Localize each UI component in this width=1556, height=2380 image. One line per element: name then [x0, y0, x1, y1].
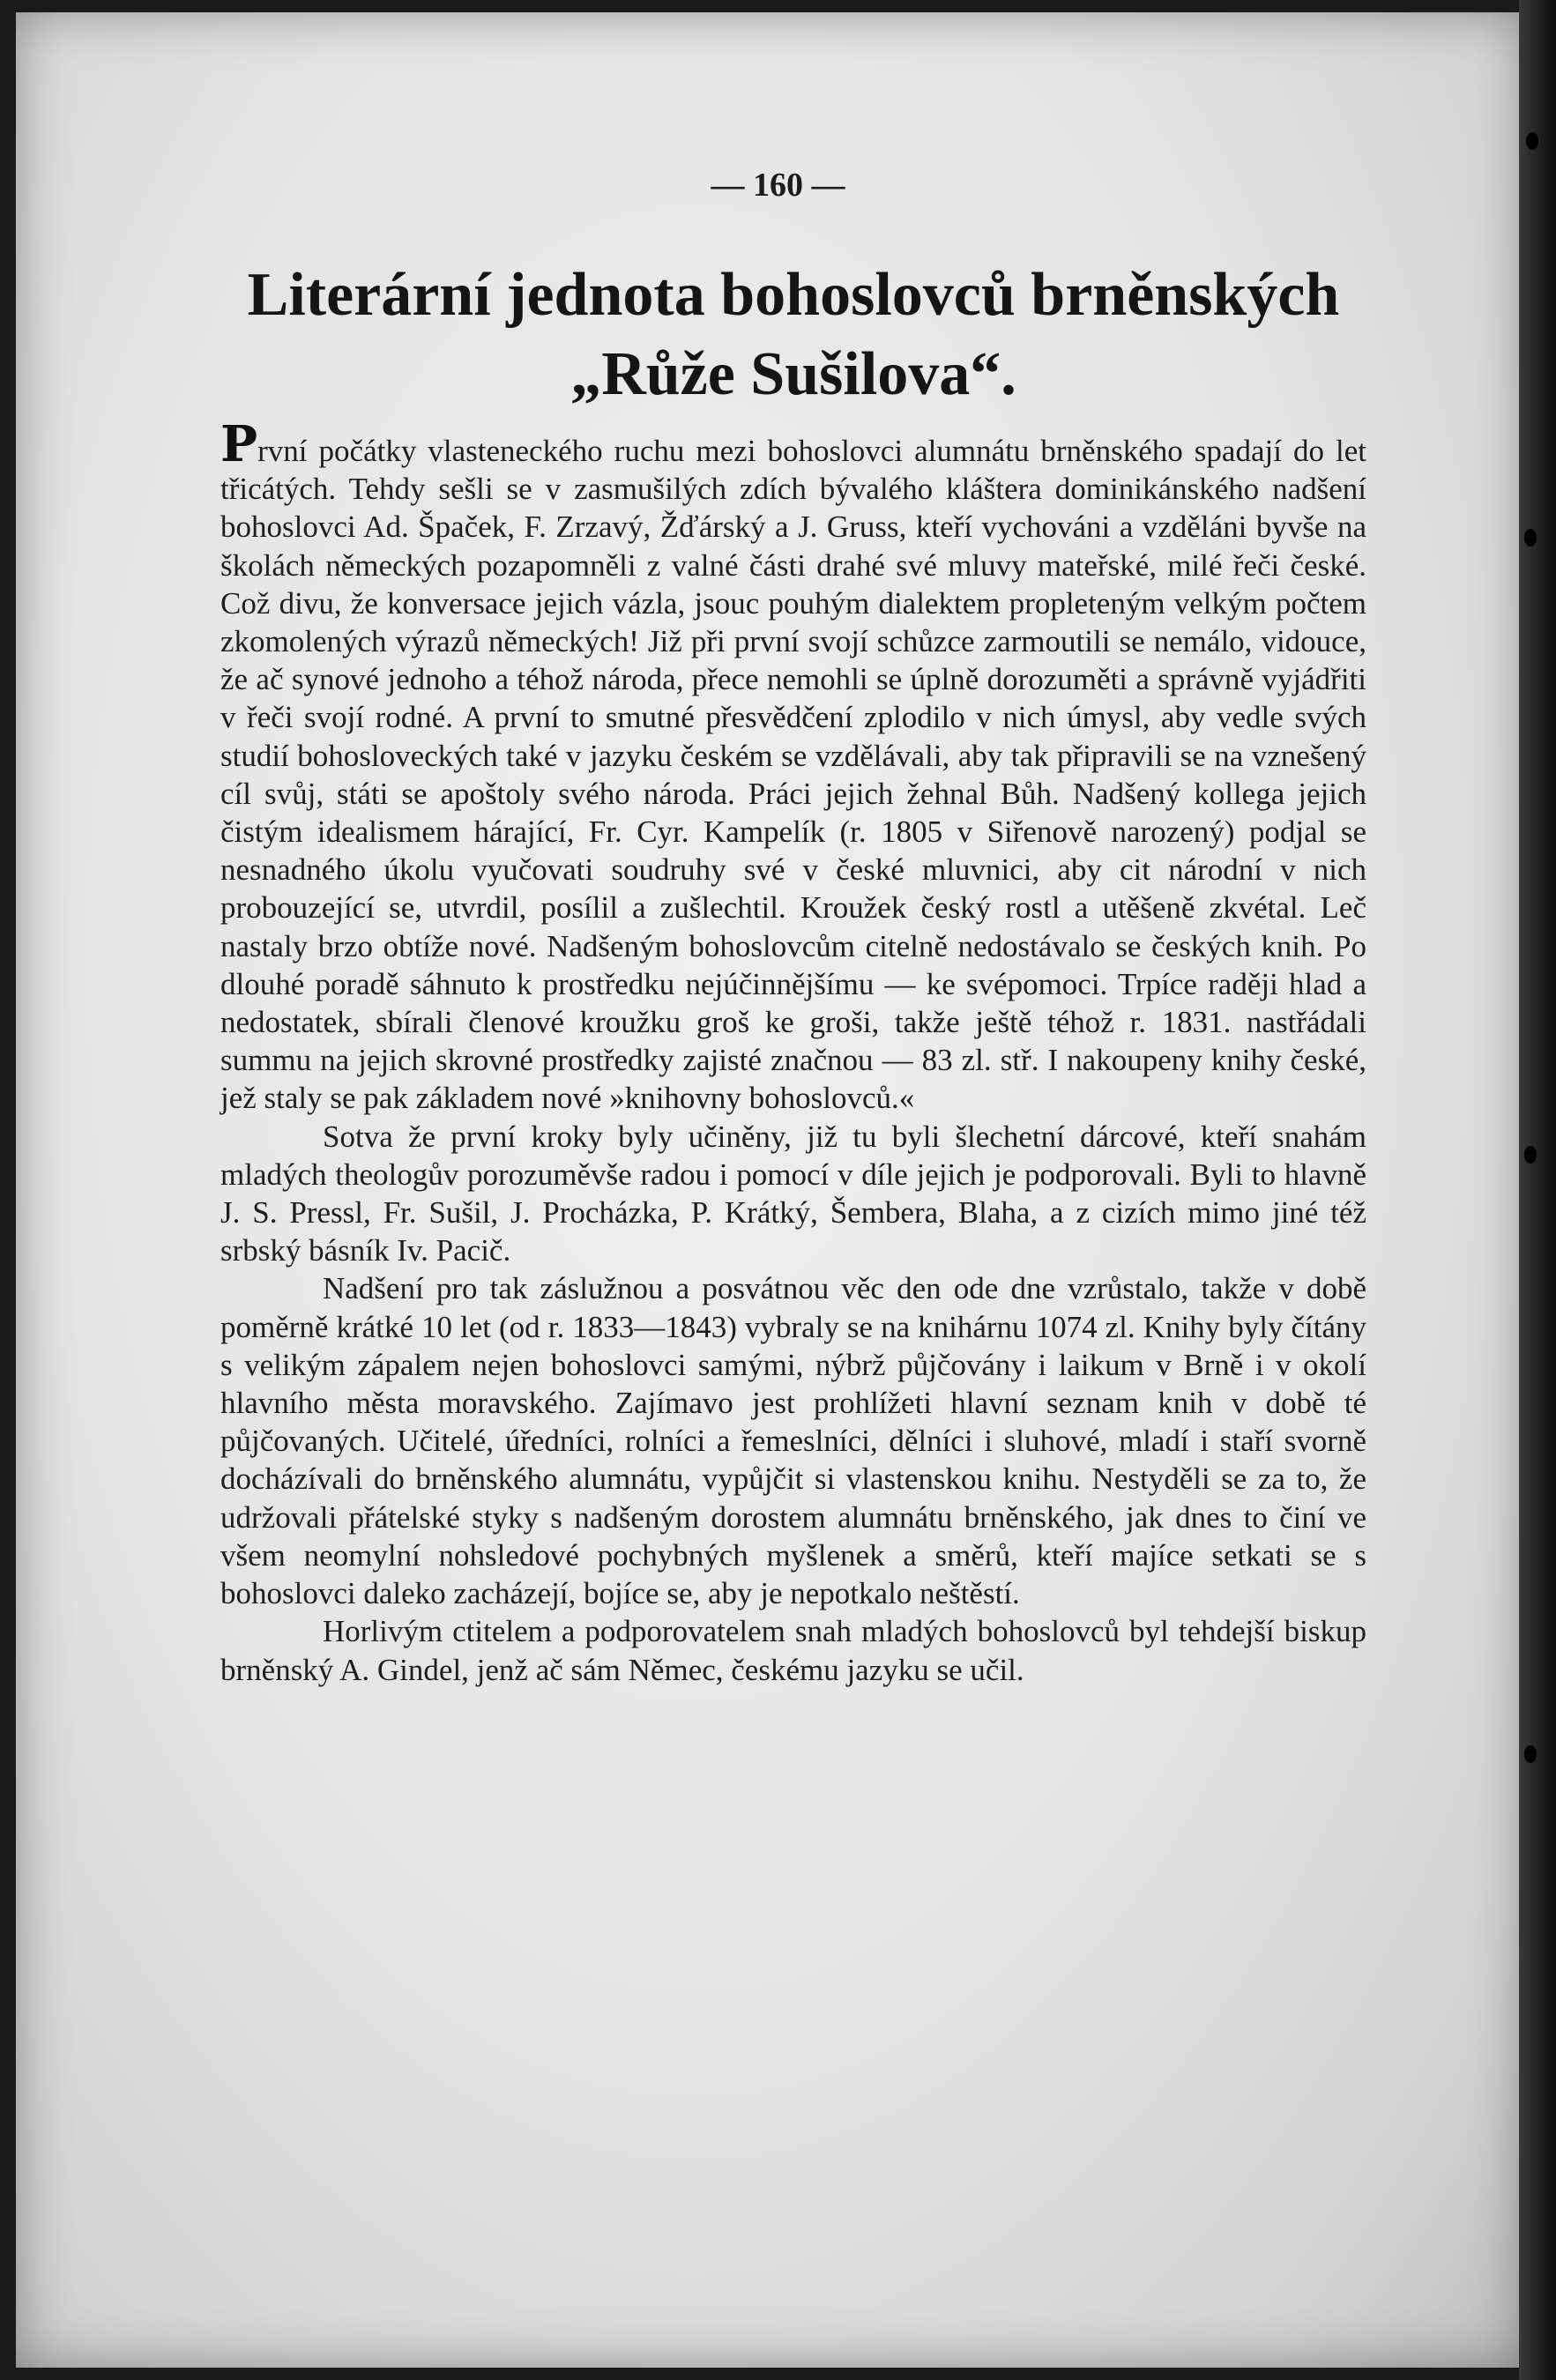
book-edge-shadow [1519, 0, 1556, 2380]
paragraph-1-text: rvní počátky vlasteneckého ruchu mezi bohoslovci alumnátu brněnského spadají do let třicátých. Tehdy sešli se v zasmušilých zdích bývalého kláštera dominikánského nadšení bohoslovci Ad. Špaček, F. Zrzavý, Žďárský a J. Gruss, kteří vychováni a vzděláni byvše na školách německých pozapomněli z valné části drahé své mluvy mateřské, milé řeči české. Což divu, že konversace jejich vázla, jsouc pouhým dialektem propleteným velkým počtem zkomolených výrazů německých! Již při první svojí schůzce zarmoutili se nemálo, vidouce, že ač synové jednoho a téhož národa, přece nemohli se úplně dorozuměti a správně vyjádřiti v řeči svojí rodné. A první to smutné přesvědčení zplodilo v nich úmysl, aby vedle svých studií bohosloveckých také v jazyku českém se vzdělávali, aby tak připravili se na vznešený cíl svůj, státi se apoštoly svého národa. Práci jejich žehnal Bůh. Nadšený kollega jejich čistým idealismem hárající, Fr. Cyr. Kampelík (r. 1805 v Siřenově narozený) podjal se nesnadného úkolu vyučovati soudruhy své v české mluvnici, aby cit národní v nich probouzející se, utvrdil, posílil a zušlechtil. Kroužek český rostl a utěšeně zkvétal. Leč nastaly brzo obtíže nové. Nadšeným bohoslovcům citelně nedostávalo se českých knih. Po dlouhé poradě sáhnuto k prostředku nejúčinnějšímu — ke svépomoci. Trpíce raději hlad a nedostatek, sbírali členové kroužku groš ke groši, takže ještě téhož r. 1831. nastřádali summu na jejich skrovné prostředky zajisté značnou — 83 zl. stř. I nakoupeny knihy české, jež staly se pak základem nové »knihovny bohoslovců.« [220, 434, 1366, 1116]
title-line-1: Literární jednota bohoslovců brněnských [247, 261, 1340, 329]
edge-mark [1524, 1146, 1537, 1164]
paragraph-3: Nadšení pro tak záslužnou a posvátnou věc den ode dne vzrůstalo, takže v době poměrně krátké 10 let (od r. 1833—1843) vybraly se na knihárnu 1074 zl. Knihy byly čítány s velikým zápalem nejen bohoslovci samými, nýbrž půjčovány i laikum v Brně i v okolí hlavního města moravského. Zajímavo jest prohlížeti hlavní seznam knih v době té půjčovaných. Učitelé, úředníci, rolníci a řemeslníci, dělníci i sluhové, mladí i staří svorně docházívali do brněnského alumnátu, vypůjčit si vlastenskou knihu. Nestyděli se za to, že udržovali přátelské styky s nadšeným dorostem alumnátu brněnského, jak dnes to činí ve všem neomylní nohsledové pochybných myšlenek a směrů, kteří majíce setkati se s bohoslovci daleko zacházejí, bojíce se, aby je nepotkalo neštěstí. [220, 1271, 1366, 1611]
article-title [212, 256, 1375, 414]
edge-mark [1526, 132, 1538, 150]
title-line-2: „Růže Sušilova“. [570, 340, 1016, 408]
edge-mark [1524, 1745, 1537, 1763]
article-body [220, 415, 1366, 1689]
drop-cap: P [220, 415, 258, 473]
paragraph-2: Sotva že první kroky byly učiněny, již tu byli šlechetní dárcové, kteří snahám mladých theologův porozuměvše radou i pomocí v díle jejich je podporovali. Byli to hlavně J. S. Pressl, Fr. Sušil, J. Procházka, P. Krátký, Šembera, Blaha, a z cizích mimo jiné též srbský básník Iv. Pacič. [220, 1119, 1366, 1268]
page-number: — 160 — [711, 167, 845, 204]
edge-mark [1524, 529, 1537, 547]
paragraph-4: Horlivým ctitelem a podporovatelem snah mladých bohoslovců byl tehdejší biskup brněnský A. Gindel, jenž ač sám Němec, českému jazyku se učil. [220, 1614, 1366, 1687]
paragraph-1 [220, 415, 1366, 1118]
